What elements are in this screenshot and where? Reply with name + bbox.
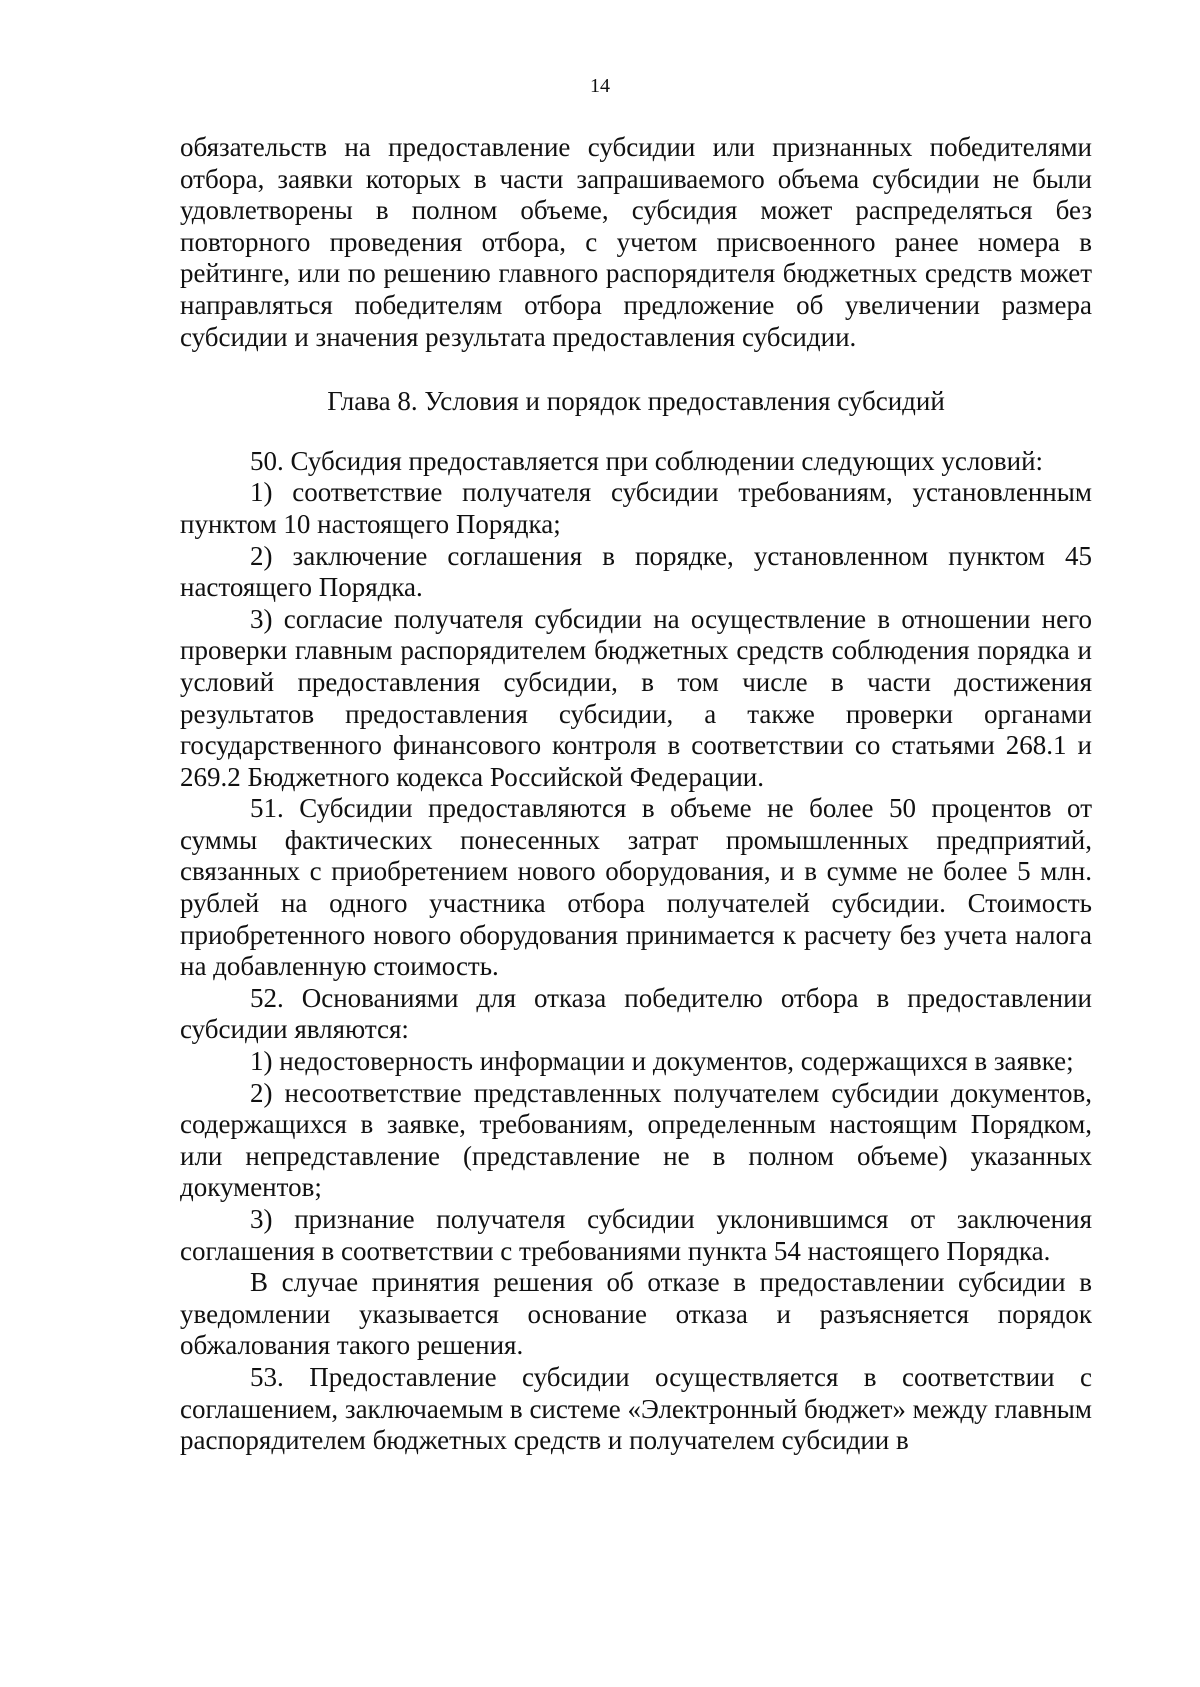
page-number: 14 (590, 75, 610, 97)
chapter-heading: Глава 8. Условия и порядок предоставления субсидий (327, 386, 945, 417)
paragraph-clause-52-3: 3) признание получателя субсидии уклонившимся от заключения соглашения в соответствии с требованиями пункта 54 настоящего Порядка. (180, 1204, 1092, 1266)
paragraph-clause-50-1: 1) соответствие получателя субсидии требованиям, установленным пунктом 10 настоящего Порядка; (180, 477, 1092, 539)
paragraph-refusal-notice: В случае принятия решения об отказе в предоставлении субсидии в уведомлении указывается основание отказа и разъясняется порядок обжалования такого решения. (180, 1267, 1092, 1361)
paragraph-clause-50: 50. Субсидия предоставляется при соблюдении следующих условий: (250, 445, 1044, 476)
paragraph-continuation: обязательств на предоставление субсидии или признанных победителями отбора, заявки которых в части запрашиваемого объема субсидии не были удовлетворены в полном объеме, субсидия может распределяться без повторного проведения отбора, с учетом присвоенного ранее номера в рейтинге, или по решению главного распорядителя бюджетных средств может направляться победителям отбора предложение об увеличении размера субсидии и значения результата предоставления субсидии. (180, 132, 1092, 352)
paragraph-clause-52-2: 2) несоответствие представленных получателем субсидии документов, содержащихся в заявке, требованиям, определенным настоящим Порядком, или непредставление (представление не в полном объеме) указанных документов; (180, 1077, 1092, 1203)
paragraph-clause-50-2: 2) заключение соглашения в порядке, установленном пунктом 45 настоящего Порядка. (180, 540, 1092, 603)
paragraph-clause-51: 51. Субсидии предоставляются в объеме не более 50 процентов от суммы фактических понесенных затрат промышленных предприятий, связанных с приобретением нового оборудования, и в сумме не более 5 млн. рублей на одного участника отбора получателей субсидии. Стоимость приобретенного нового оборудования принимается к расчету без учета налога на добавленную стоимость. (180, 793, 1092, 982)
paragraph-clause-52-1: 1) недостоверность информации и документов, содержащихся в заявке; (250, 1046, 1074, 1077)
document-body (180, 132, 1092, 1457)
paragraph-clause-52: 52. Основаниями для отказа победителю отбора в предоставлении субсидии являются: (180, 982, 1092, 1045)
paragraph-clause-53: 53. Предоставление субсидии осуществляется в соответствии с соглашением, заключаемым в системе «Электронный бюджет» между главным распорядителем бюджетных средств и получателем субсидии в (180, 1361, 1092, 1456)
paragraph-clause-50-3: 3) согласие получателя субсидии на осуществление в отношении него проверки главным распорядителем бюджетных средств соблюдения порядка и условий предоставления субсидии, в том числе в части достижения результатов предоставления субсидии, а также проверки органами государственного финансового контроля в соответствии со статьями 268.1 и 269.2 Бюджетного кодекса Российской Федерации. (180, 603, 1092, 792)
